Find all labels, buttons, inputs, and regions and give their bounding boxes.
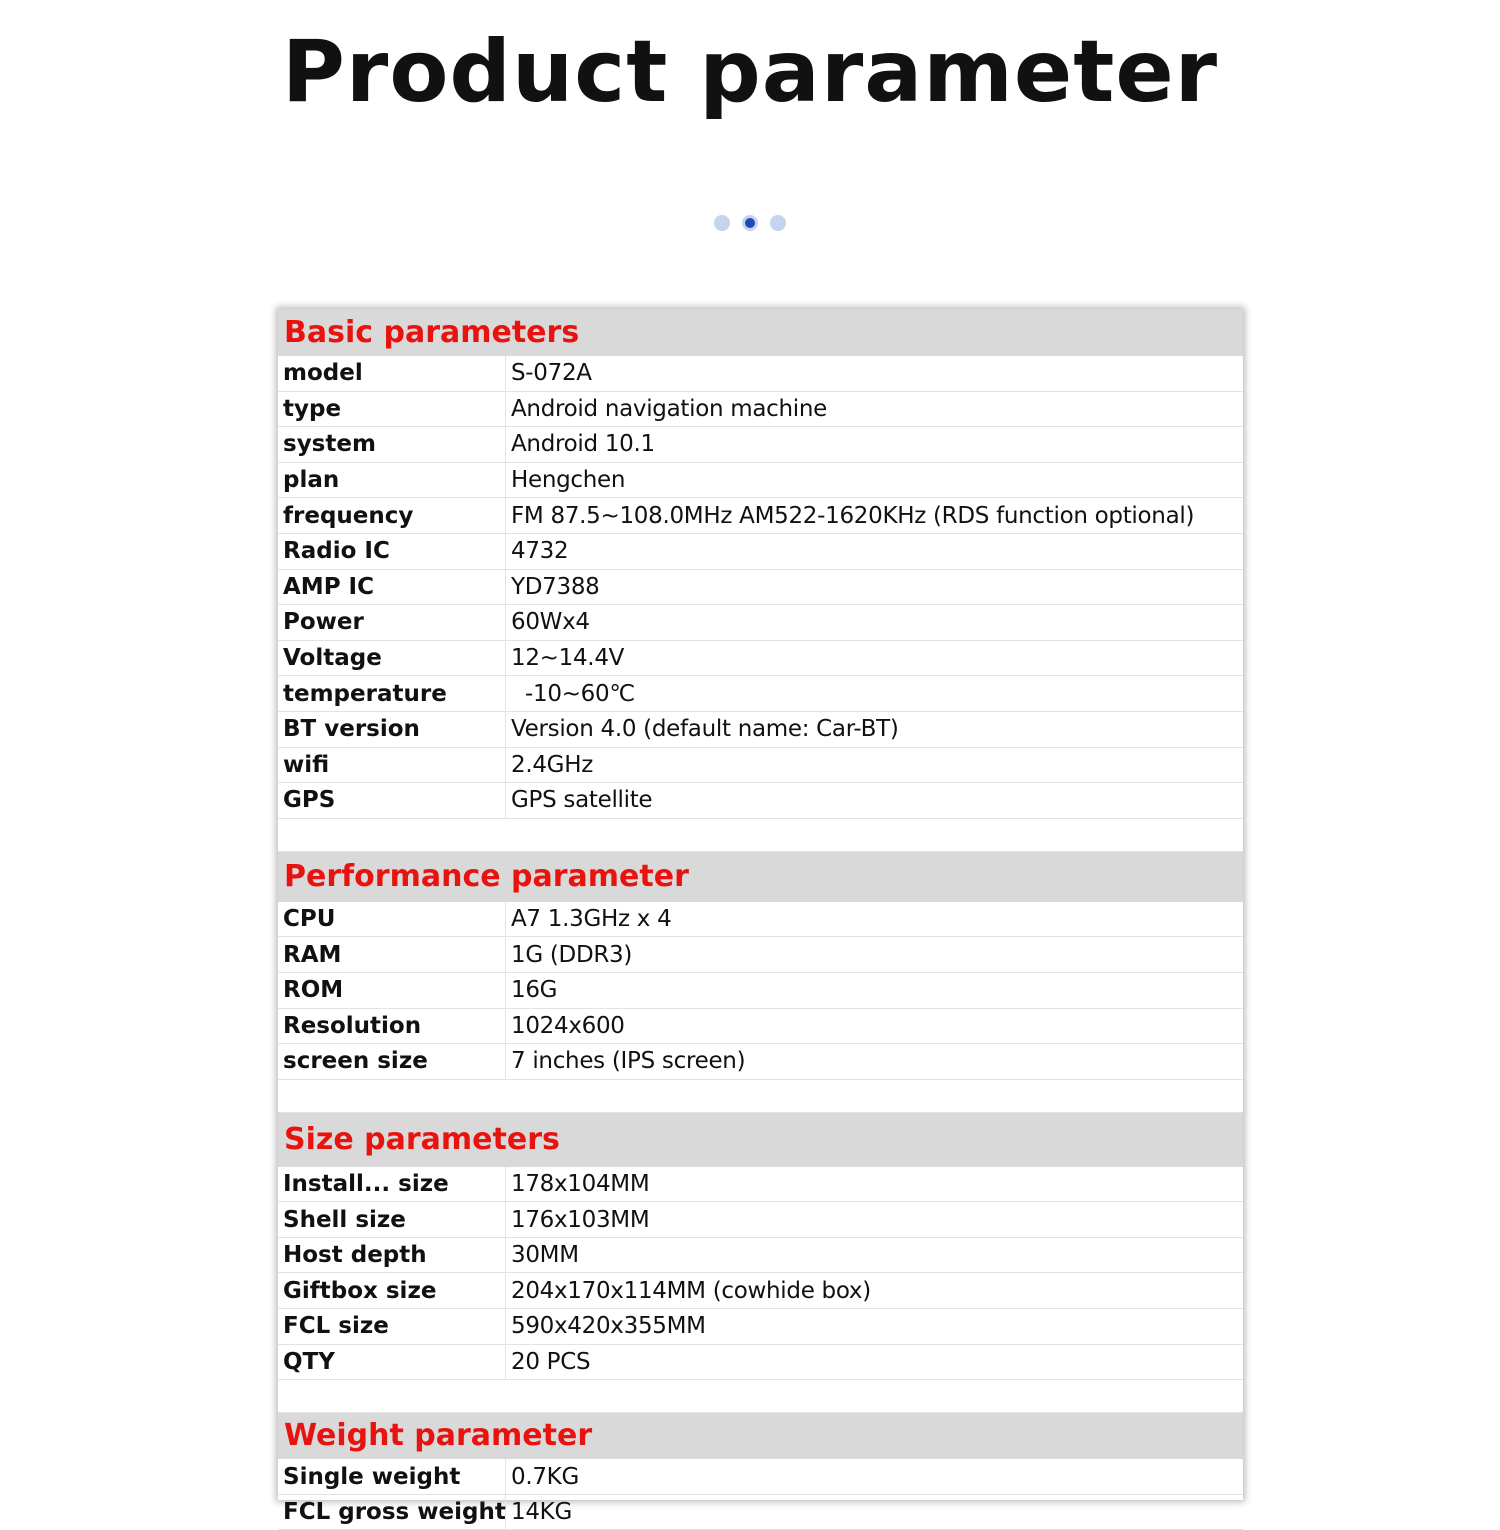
row-value: 14KG [511, 1499, 572, 1526]
row-label: screen size [278, 1044, 506, 1079]
row-value: -10~60℃ [511, 680, 635, 707]
row-value: 16G [511, 977, 558, 1004]
row-label: model [278, 356, 506, 391]
row-value: 0.7KG [511, 1463, 579, 1490]
row-value: 176x103MM [511, 1206, 650, 1233]
table-row [278, 712, 1243, 748]
row-value: 1G (DDR3) [511, 941, 633, 968]
table-row [278, 1202, 1243, 1238]
table-row [278, 902, 1243, 938]
table-row [278, 676, 1243, 712]
table-row [278, 534, 1243, 570]
section-spacer [278, 1380, 1243, 1413]
row-value: FM 87.5~108.0MHz AM522-1620KHz (RDS function optional) [511, 502, 1195, 529]
row-label: Power [278, 605, 506, 640]
section-spacer [278, 819, 1243, 852]
row-label: Resolution [278, 1009, 506, 1044]
section-title: Weight parameter [278, 1413, 1243, 1459]
row-label: Host depth [278, 1238, 506, 1273]
row-value: Android navigation machine [511, 395, 828, 422]
page-title: Product parameter [281, 22, 1219, 122]
row-value: 30MM [511, 1242, 579, 1269]
table-row [278, 605, 1243, 641]
table-row [278, 392, 1243, 428]
table-row [278, 748, 1243, 784]
carousel-pager [0, 215, 1500, 231]
row-value: Version 4.0 (default name: Car-BT) [511, 716, 899, 743]
row-value: 204x170x114MM (cowhide box) [511, 1277, 871, 1304]
table-row [278, 498, 1243, 534]
table-row [278, 463, 1243, 499]
row-value: 7 inches (IPS screen) [511, 1048, 746, 1075]
pager-dot-1[interactable] [714, 215, 730, 231]
row-value: GPS satellite [511, 787, 653, 814]
row-label: type [278, 392, 506, 427]
row-value: 12~14.4V [511, 645, 625, 672]
row-label: Radio IC [278, 534, 506, 569]
table-row [278, 570, 1243, 606]
row-label: AMP IC [278, 570, 506, 605]
table-row [278, 783, 1243, 819]
row-label: Voltage [278, 641, 506, 676]
section-spacer [278, 1080, 1243, 1113]
row-value: 60Wx4 [511, 609, 590, 636]
row-value: 2.4GHz [511, 751, 593, 778]
section-basic-parameters [278, 309, 1243, 852]
row-label: GPS [278, 783, 506, 818]
row-label: plan [278, 463, 506, 498]
row-label: CPU [278, 902, 506, 937]
table-row [278, 1309, 1243, 1345]
row-label: ROM [278, 973, 506, 1008]
parameter-sheet [278, 309, 1243, 1526]
table-row [278, 1459, 1243, 1495]
section-performance-parameter [278, 852, 1243, 1113]
row-value: 20 PCS [511, 1348, 591, 1375]
table-row [278, 1009, 1243, 1045]
row-value: YD7388 [511, 573, 600, 600]
row-label: FCL size [278, 1309, 506, 1344]
row-value: Android 10.1 [511, 431, 655, 458]
row-label: QTY [278, 1345, 506, 1380]
row-label: temperature [278, 676, 506, 711]
row-label: RAM [278, 937, 506, 972]
row-label: frequency [278, 498, 506, 533]
table-row [278, 356, 1243, 392]
row-label: Install... size [278, 1167, 506, 1202]
row-value: S-072A [511, 360, 592, 387]
section-title: Size parameters [278, 1113, 1243, 1167]
row-value: 4732 [511, 538, 569, 565]
table-row [278, 937, 1243, 973]
row-value: 1024x600 [511, 1012, 625, 1039]
table-row [278, 1044, 1243, 1080]
row-value: 178x104MM [511, 1170, 650, 1197]
row-label: wifi [278, 748, 506, 783]
pager-dot-3[interactable] [770, 215, 786, 231]
row-value: Hengchen [511, 467, 626, 494]
table-row [278, 1167, 1243, 1203]
table-row [278, 641, 1243, 677]
table-row [278, 1238, 1243, 1274]
row-label: Giftbox size [278, 1273, 506, 1308]
row-label: FCL gross weight [278, 1495, 506, 1530]
row-value: A7 1.3GHz x 4 [511, 906, 672, 933]
section-title: Performance parameter [278, 852, 1243, 902]
table-row [278, 427, 1243, 463]
row-label: BT version [278, 712, 506, 747]
row-label: system [278, 427, 506, 462]
section-title: Basic parameters [278, 309, 1243, 356]
table-row [278, 1495, 1243, 1530]
section-weight-parameter [278, 1413, 1243, 1530]
table-row [278, 1345, 1243, 1381]
pager-dot-2-active[interactable] [742, 215, 758, 231]
row-value: 590x420x355MM [511, 1313, 706, 1340]
section-size-parameters [278, 1113, 1243, 1414]
table-row [278, 973, 1243, 1009]
row-label: Single weight [278, 1459, 506, 1494]
table-row [278, 1273, 1243, 1309]
row-label: Shell size [278, 1202, 506, 1237]
